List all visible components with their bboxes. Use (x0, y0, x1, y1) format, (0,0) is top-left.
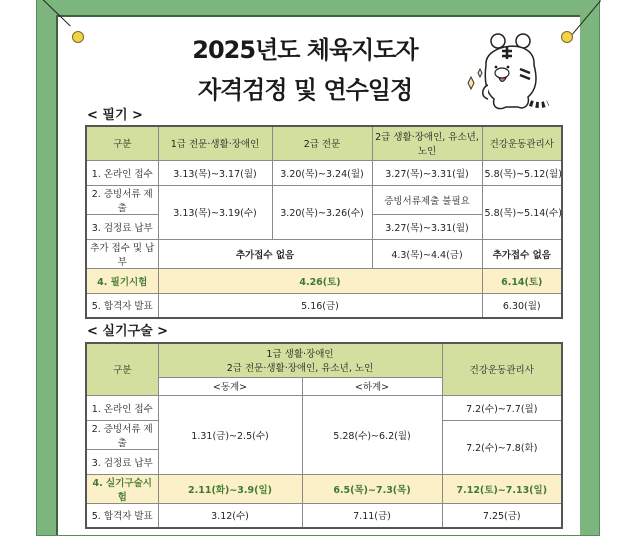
cell: 4.26(토) (158, 268, 482, 293)
table-row-highlight (86, 474, 562, 503)
row-label: 5. 합격자 발표 (86, 293, 158, 318)
row-label: 4. 실기구술시험 (86, 474, 158, 503)
header-summer: <하계> (302, 377, 442, 395)
header-grade1: 1급 전문·생활·장애인 (158, 126, 272, 160)
header-grade2-pro: 2급 전문 (272, 126, 372, 160)
cell: 3.13(목)~3.19(수) (158, 185, 272, 239)
table-row (86, 185, 562, 214)
page-title (150, 30, 460, 110)
table-row (86, 160, 562, 185)
header-health: 건강운동관리사 (442, 343, 562, 395)
header-category: 구분 (86, 343, 158, 395)
cell: 7.12(토)~7.13(일) (442, 474, 562, 503)
cell: 추가접수 없음 (482, 239, 562, 268)
row-label: 5. 합격자 발표 (86, 503, 158, 528)
title-line-1: 2025년도 체육지도자 (192, 36, 418, 64)
written-schedule-table (85, 125, 563, 319)
cell: 1.31(금)~2.5(수) (158, 395, 302, 474)
cell: 3.27(목)~3.31(월) (372, 214, 482, 239)
cell: 5.8(목)~5.14(수) (482, 185, 562, 239)
cell: 4.3(목)~4.4(금) (372, 239, 482, 268)
header-group-line1: 1급 생활·장애인 (266, 349, 334, 361)
cell: 3.20(목)~3.26(수) (272, 185, 372, 239)
table-row (86, 503, 562, 528)
cell: 7.11(금) (302, 503, 442, 528)
table-row-highlight (86, 268, 562, 293)
header-winter: <동계> (158, 377, 302, 395)
cell: 7.2(수)~7.7(월) (442, 395, 562, 420)
cell: 3.13(목)~3.17(월) (158, 160, 272, 185)
cell: 5.28(수)~6.2(월) (302, 395, 442, 474)
row-label: 1. 온라인 접수 (86, 160, 158, 185)
row-label: 1. 온라인 접수 (86, 395, 158, 420)
cell: 7.2(수)~7.8(화) (442, 420, 562, 474)
cell: 5.8(목)~5.12(월) (482, 160, 562, 185)
cell: 6.5(목)~7.3(목) (302, 474, 442, 503)
header-group-line2: 2급 전문·생활·장애인, 유소년, 노인 (226, 363, 374, 375)
table-row (86, 239, 562, 268)
cell: 2.11(화)~3.9(일) (158, 474, 302, 503)
header-group (158, 343, 442, 377)
sparkle-icon (468, 69, 482, 89)
row-label: 추가 접수 및 납부 (86, 239, 158, 268)
cell: 추가접수 없음 (158, 239, 372, 268)
header-category: 구분 (86, 126, 158, 160)
cell: 3.27(목)~3.31(월) (372, 160, 482, 185)
header-grade2-life: 2급 생활·장애인, 유소년, 노인 (372, 126, 482, 160)
row-label: 2. 증빙서류 제출 (86, 185, 158, 214)
practical-section-label: < 실기구술 > (87, 324, 169, 339)
row-label: 4. 필기시험 (86, 268, 158, 293)
row-label: 3. 검정료 납부 (86, 449, 158, 474)
cell: 6.14(토) (482, 268, 562, 293)
cell: 6.30(월) (482, 293, 562, 318)
table-row (86, 395, 562, 420)
title-line-2: 자격검정 및 연수일정 (197, 76, 413, 104)
row-label: 2. 증빙서류 제출 (86, 420, 158, 449)
header-health: 건강운동관리사 (482, 126, 562, 160)
tiger-mascot-icon (458, 25, 558, 125)
cell: 증빙서류제출 불필요 (372, 185, 482, 214)
cell: 3.12(수) (158, 503, 302, 528)
pushpin-icon (561, 31, 573, 43)
cell: 7.25(금) (442, 503, 562, 528)
cell: 5.16(금) (158, 293, 482, 318)
practical-schedule-table (85, 342, 563, 529)
table-row (86, 293, 562, 318)
pushpin-icon (72, 31, 84, 43)
cell: 3.20(목)~3.24(월) (272, 160, 372, 185)
row-label: 3. 검정료 납부 (86, 214, 158, 239)
written-section-label: < 필기 > (87, 108, 143, 123)
